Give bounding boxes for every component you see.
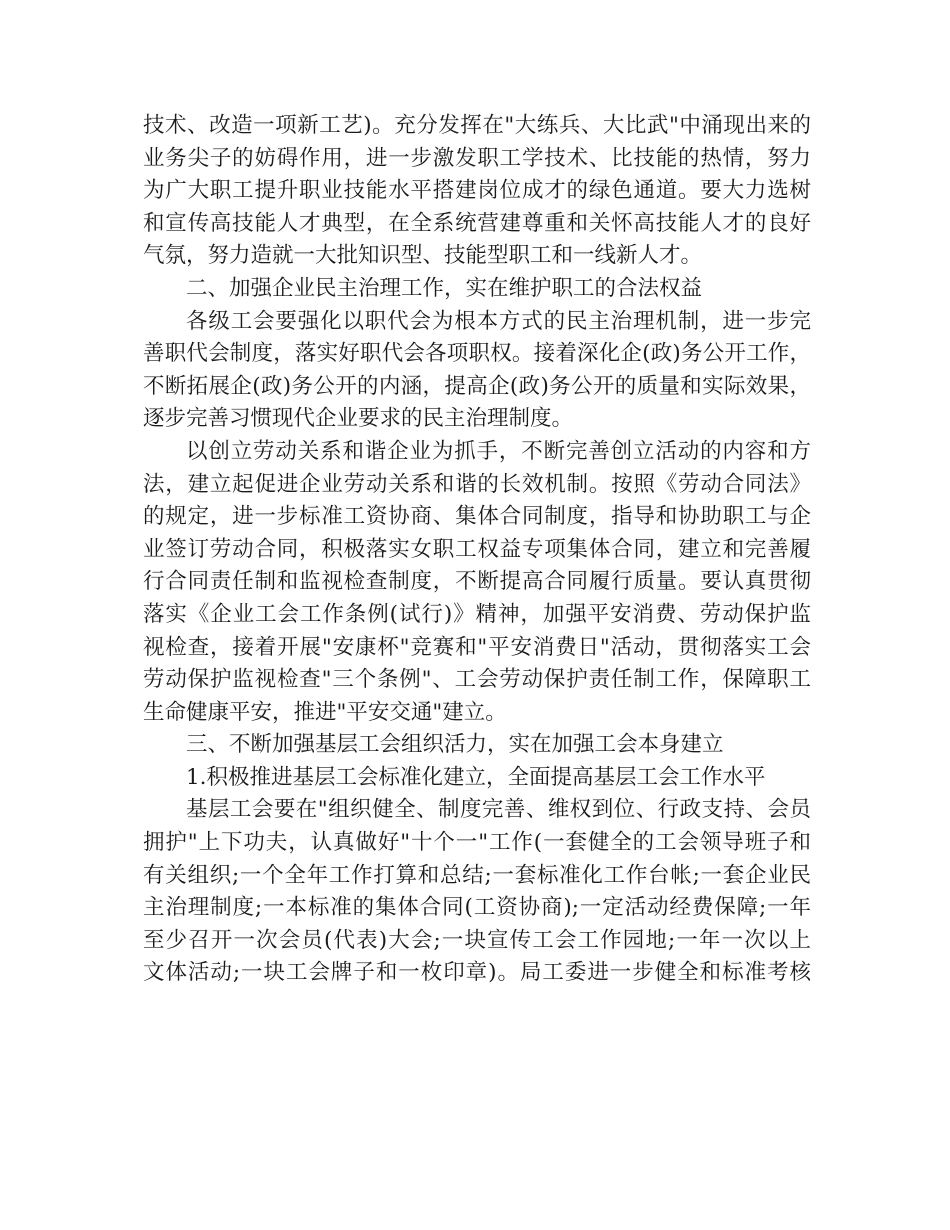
text-line: 主治理制度;一本标准的集体合同(工资协商);一定活动经费保障;一年 [143, 895, 811, 921]
text-line: 行合同责任制和监视检查制度，不断提高合同履行质量。要认真贯彻 [143, 569, 811, 595]
text-line: 生命健康平安，推进"平安交通"建立。 [143, 699, 507, 725]
text-line: 三、不断加强基层工会组织活力，实在加强工会本身建立 [186, 732, 724, 758]
document-page [143, 110, 811, 990]
text-line: 各级工会要强化以职代会为根本方式的民主治理机制，进一步完 [186, 308, 811, 334]
text-line: 善职代会制度，落实好职代会各项职权。接着深化企(政)务公开工作， [143, 341, 811, 367]
text-line: 劳动保护监视检查"三个条例"、工会劳动保护责任制工作，保障职工 [143, 667, 811, 693]
text-line: 拥护"上下功夫，认真做好"十个一"工作(一套健全的工会领导班子和 [143, 830, 811, 856]
text-line: 文体活动;一块工会牌子和一枚印章)。局工委进一步健全和标准考核 [143, 960, 811, 986]
text-line: 至少召开一次会员(代表)大会;一块宣传工会工作园地;一年一次以上 [143, 927, 811, 953]
text-line: 1.积极推进基层工会标准化建立，全面提高基层工会工作水平 [186, 764, 766, 790]
text-line: 的规定，进一步标准工资协商、集体合同制度，指导和协助职工与企 [143, 504, 811, 530]
text-line: 以创立劳动关系和谐企业为抓手，不断完善创立活动的内容和方 [186, 438, 811, 464]
text-line: 业务尖子的妨碍作用，进一步激发职工学技术、比技能的热情，努力 [143, 145, 811, 171]
text-line: 法，建立起促进企业劳动关系和谐的长效机制。按照《劳动合同法》 [143, 471, 811, 497]
text-line: 落实《企业工会工作条例(试行)》精神，加强平安消费、劳动保护监 [143, 601, 811, 627]
text-line: 二、加强企业民主治理工作，实在维护职工的合法权益 [186, 275, 703, 301]
text-line: 视检查，接着开展"安康杯"竞赛和"平安消费日"活动，贯彻落实工会 [143, 634, 811, 660]
text-line: 为广大职工提升职业技能水平搭建岗位成才的绿色通道。要大力选树 [143, 178, 811, 204]
text-line: 技术、改造一项新工艺)。充分发挥在"大练兵、大比武"中涌现出来的 [143, 113, 811, 138]
text-line: 业签订劳动合同，积极落实女职工权益专项集体合同，建立和完善履 [143, 536, 811, 562]
text-line: 气氛，努力造就一大批知识型、技能型职工和一线新人才。 [143, 243, 703, 269]
text-line: 不断拓展企(政)务公开的内涵，提高企(政)务公开的质量和实际效果， [143, 373, 811, 399]
text-line: 有关组织;一个全年工作打算和总结;一套标准化工作台帐;一套企业民 [143, 862, 811, 888]
text-line: 和宣传高技能人才典型，在全系统营建尊重和关怀高技能人才的良好 [143, 210, 811, 236]
text-line: 基层工会要在"组织健全、制度完善、维权到位、行政支持、会员 [186, 797, 811, 823]
text-line: 逐步完善习惯现代企业要求的民主治理制度。 [143, 406, 574, 432]
